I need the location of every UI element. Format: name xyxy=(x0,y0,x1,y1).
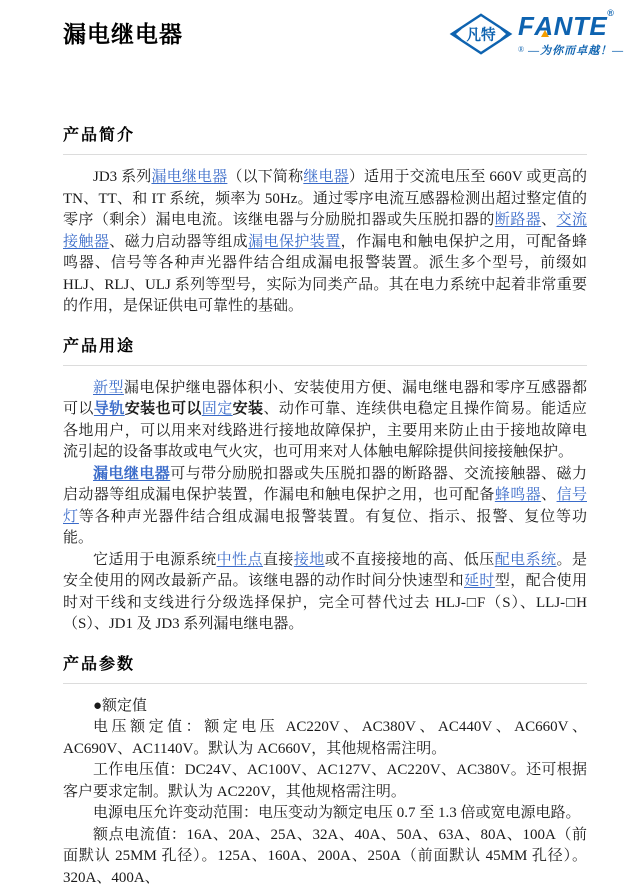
registered-mark-icon: ® xyxy=(518,46,524,54)
inline-link[interactable]: 接地 xyxy=(294,552,325,568)
text-run: 可与带分励脱扣器或失压脱扣器的断路器、交流接触器、磁力启动器等组成漏电保护装置，作漏电和触电保护之用，也可配备 xyxy=(63,466,587,504)
text-run: ●额定值 xyxy=(93,698,147,714)
page-header xyxy=(63,16,587,68)
text-run: 、动作可靠、连续供电稳定且操作简易。能适应各地用户，可以用来对线路进行接地故障保护，主要用来防止由于接地故障电流引起的设备事故或电气火灾，也可用来对人体触电解除提供间接接触保护。 xyxy=(63,401,587,460)
text-run: ）适用于交流电压至 660V 或更高的 TN、TT、和 IT 系统，频率为 50Hz。通过零序电流互感器检测出超过整定值的零序（剩余）漏电电流。该继电器与分励脱扣器或失压脱扣器的 xyxy=(63,169,587,228)
text-run: 或不直接接地的高、低压 xyxy=(325,552,495,568)
inline-link[interactable]: 继电器 xyxy=(303,169,349,185)
paragraph xyxy=(63,717,587,760)
text-run: 它适用于电源系统 xyxy=(93,552,217,568)
text-run: 、 xyxy=(541,212,556,228)
logo-tagline: —为你而卓越！— xyxy=(528,42,624,58)
paragraph xyxy=(63,167,587,318)
text-run: 、磁力启动器等组成 xyxy=(109,234,248,250)
paragraph xyxy=(63,825,587,889)
inline-link[interactable]: 断路器 xyxy=(495,212,541,228)
brand-wordmark xyxy=(518,13,624,39)
brand-letter: T xyxy=(573,13,589,39)
section-paragraphs xyxy=(63,696,587,889)
inline-link[interactable]: 漏电保护装置 xyxy=(248,234,341,250)
brand-letter: A xyxy=(534,13,553,39)
bold-text: 安装 xyxy=(233,401,264,417)
inline-link[interactable]: 漏电继电器 xyxy=(151,169,227,185)
text-run: （以下简称 xyxy=(227,169,303,185)
registered-mark-icon: ® xyxy=(607,8,614,18)
section-heading: 产品简介 xyxy=(63,122,587,145)
inline-link[interactable]: 延时 xyxy=(464,573,495,589)
paragraph xyxy=(63,696,587,718)
section-paragraphs xyxy=(63,167,587,318)
inline-link[interactable]: 中性点 xyxy=(217,552,263,568)
bold-text: 安装也可以 xyxy=(125,401,202,417)
inline-link[interactable]: 漏电继电器 xyxy=(93,466,170,482)
inline-link[interactable]: 交流接触器 xyxy=(63,212,587,250)
inline-link[interactable]: 导轨 xyxy=(94,401,125,417)
diamond-text: 凡特 xyxy=(466,26,496,43)
inline-link[interactable]: 新型 xyxy=(93,380,124,396)
tagline-row xyxy=(518,42,624,58)
text-run: 电压额定值：额定电压 AC220V、AC380V、AC440V、AC660V、AC690V、AC1140V。默认为 AC660V，其他规格需注明。 xyxy=(63,719,587,757)
paragraph xyxy=(63,760,587,803)
text-run: 等各种声光器件结合组成漏电报警装置。有复位、指示、报警、复位等功能。 xyxy=(63,509,587,547)
section-usage xyxy=(63,333,587,636)
paragraph xyxy=(63,550,587,636)
text-run: 。是安全使用的网改最新产品。该继电器的动作时间分快速型和 xyxy=(63,552,587,590)
page-title: 漏电继电器 xyxy=(63,16,587,49)
inline-link[interactable]: 配电系统 xyxy=(495,552,557,568)
inline-link[interactable]: 固定 xyxy=(202,401,233,417)
paragraph xyxy=(63,464,587,550)
text-run: 、 xyxy=(541,487,556,503)
section-intro xyxy=(63,122,587,318)
section-heading: 产品用途 xyxy=(63,333,587,356)
fante-diamond-icon xyxy=(448,13,514,55)
text-run: 工作电压值：DC24V、AC100V、AC127V、AC220V、AC380V。还可根据客户要求定制。默认为 AC220V，其他规格需注明。 xyxy=(63,762,587,800)
section-heading: 产品参数 xyxy=(63,651,587,674)
text-run: 型，配合使用时对干线和支线进行分级选择保护，完全可替代过去 HLJ-□F（S）、LLJ-□H（S）、JD1 及 JD3 系列漏电继电器。 xyxy=(63,573,587,632)
text-run: 电源电压允许变动范围：电压变动为额定电压 0.7 至 1.3 倍或宽电源电路。 xyxy=(93,805,581,821)
logo-main xyxy=(448,13,633,58)
brand-letter: F xyxy=(518,13,534,39)
section-divider xyxy=(63,365,587,366)
text-run: ，作漏电和触电保护之用，可配备蜂鸣器、信号等各种声光器件结合组成漏电报警装置。派生多个型号，前缀如 HLJ、RLJ、ULJ 系列等型号，实际为同类产品。其在电力系统中起着非常重要的作用，是保证供电可靠性的基础。 xyxy=(63,234,587,315)
text-run: 漏电保护继电器体积小、安装使用方便、漏电继电器和零序互感器都可以 xyxy=(63,380,587,418)
text-run: 直接 xyxy=(263,552,294,568)
wordmark-block xyxy=(518,13,624,58)
text-run: 额点电流值：16A、20A、25A、32A、40A、50A、63A、80A、100A（前面默认 25MM 孔径）。125A、160A、200A、250A（前面默认 45MM 孔径）。320A、400A、 xyxy=(63,827,587,886)
paragraph xyxy=(63,378,587,464)
text-run: JD3 系列 xyxy=(93,169,151,185)
section-divider xyxy=(63,683,587,684)
brand-letters xyxy=(518,11,607,41)
section-divider xyxy=(63,154,587,155)
inline-link[interactable]: 蜂鸣器 xyxy=(495,487,541,503)
paragraph xyxy=(63,803,587,825)
section-paragraphs xyxy=(63,378,587,636)
section-parameters xyxy=(63,651,587,889)
inline-link[interactable]: 信号灯 xyxy=(63,487,587,525)
brand-letter: N xyxy=(554,13,573,39)
brand-logo xyxy=(448,13,633,58)
brand-letter: E xyxy=(589,13,607,39)
